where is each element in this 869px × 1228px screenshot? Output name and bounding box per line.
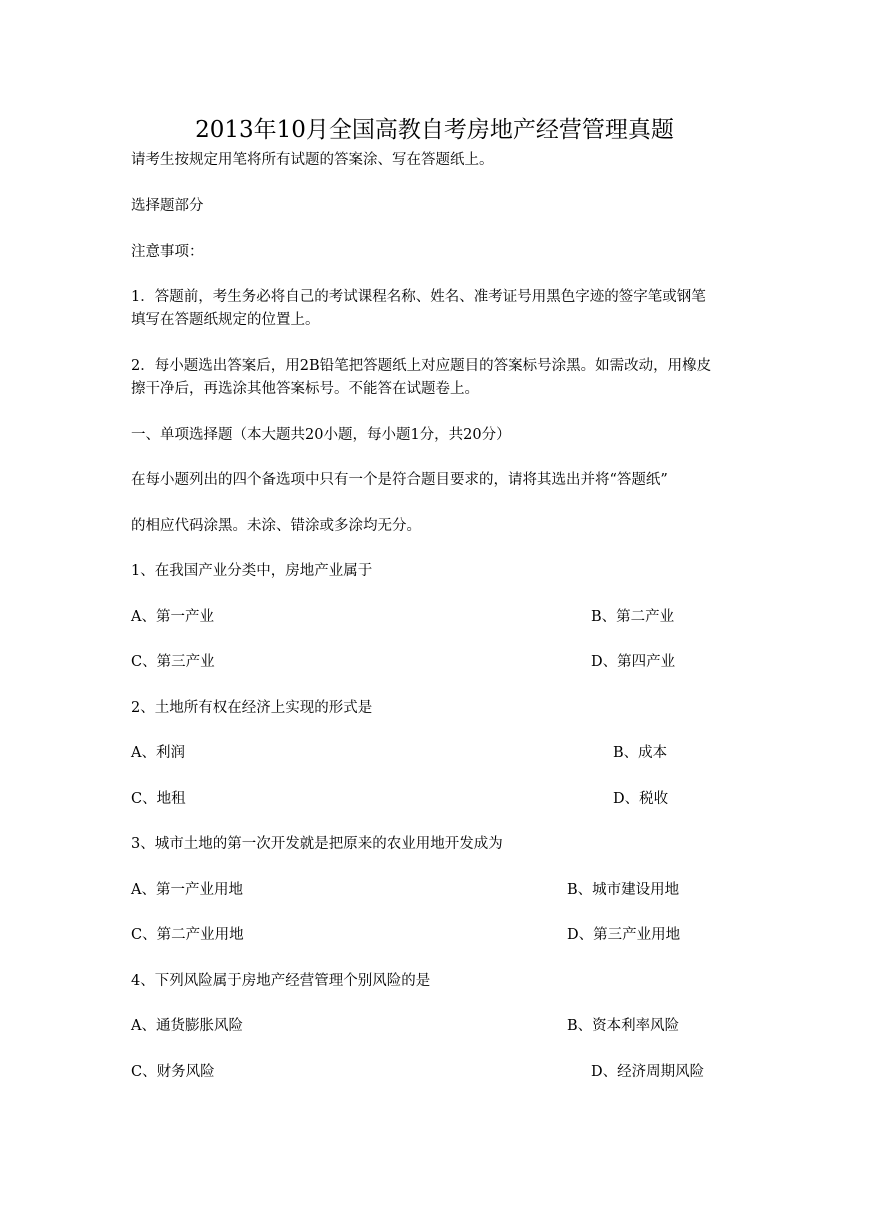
question-4-option-a: A、通货膨胀风险: [131, 1018, 243, 1034]
note-2-line-1: 2．每小题选出答案后，用2B铅笔把答题纸上对应题目的答案标号涂黑。如需改动，用橡皮: [131, 358, 712, 374]
question-1-stem: 1、在我国产业分类中，房地产业属于: [131, 563, 373, 579]
question-1-option-d: D、第四产业: [591, 654, 676, 670]
question-4-option-c: C、财务风险: [131, 1064, 215, 1080]
note-1-line-2: 填写在答题纸规定的位置上。: [131, 312, 320, 328]
question-3-option-b: B、城市建设用地: [567, 882, 680, 898]
intro-text: 请考生按规定用笔将所有试题的答案涂、写在答题纸上。: [131, 152, 494, 168]
question-1-option-c: C、第三产业: [131, 654, 215, 670]
question-4-stem: 4、下列风险属于房地产经营管理个别风险的是: [131, 973, 431, 989]
question-3-option-c: C、第二产业用地: [131, 927, 244, 943]
section-label: 选择题部分: [131, 198, 204, 214]
part-heading: 一、单项选择题（本大题共20小题，每小题1分，共20分）: [131, 427, 511, 443]
note-2-line-2: 擦干净后，再选涂其他答案标号。不能答在试题卷上。: [131, 381, 479, 397]
question-2-option-b: B、成本: [613, 745, 668, 761]
question-3-option-d: D、第三产业用地: [567, 927, 681, 943]
question-3-option-a: A、第一产业用地: [131, 882, 243, 898]
question-3-stem: 3、城市土地的第一次开发就是把原来的农业用地开发成为: [131, 836, 503, 852]
instruction-line-2: 的相应代码涂黑。未涂、错涂或多涂均无分。: [131, 518, 421, 534]
question-4-option-d: D、经济周期风险: [591, 1064, 705, 1080]
question-1-option-b: B、第二产业: [591, 609, 675, 625]
question-2-option-c: C、地租: [131, 791, 186, 807]
page-title: 2013年10月全国高教自考房地产经营管理真题: [195, 117, 674, 143]
note-1-line-1: 1．答题前，考生务必将自己的考试课程名称、姓名、准考证号用黑色字迹的签字笔或钢笔: [131, 289, 706, 305]
instruction-line-1: 在每小题列出的四个备选项中只有一个是符合题目要求的，请将其选出并将“答题纸”: [131, 472, 668, 488]
question-1-option-a: A、第一产业: [131, 609, 214, 625]
question-2-option-d: D、税收: [613, 791, 669, 807]
question-2-option-a: A、利润: [131, 745, 185, 761]
notes-heading: 注意事项：: [131, 244, 204, 260]
question-2-stem: 2、土地所有权在经济上实现的形式是: [131, 700, 373, 716]
question-4-option-b: B、资本利率风险: [567, 1018, 680, 1034]
